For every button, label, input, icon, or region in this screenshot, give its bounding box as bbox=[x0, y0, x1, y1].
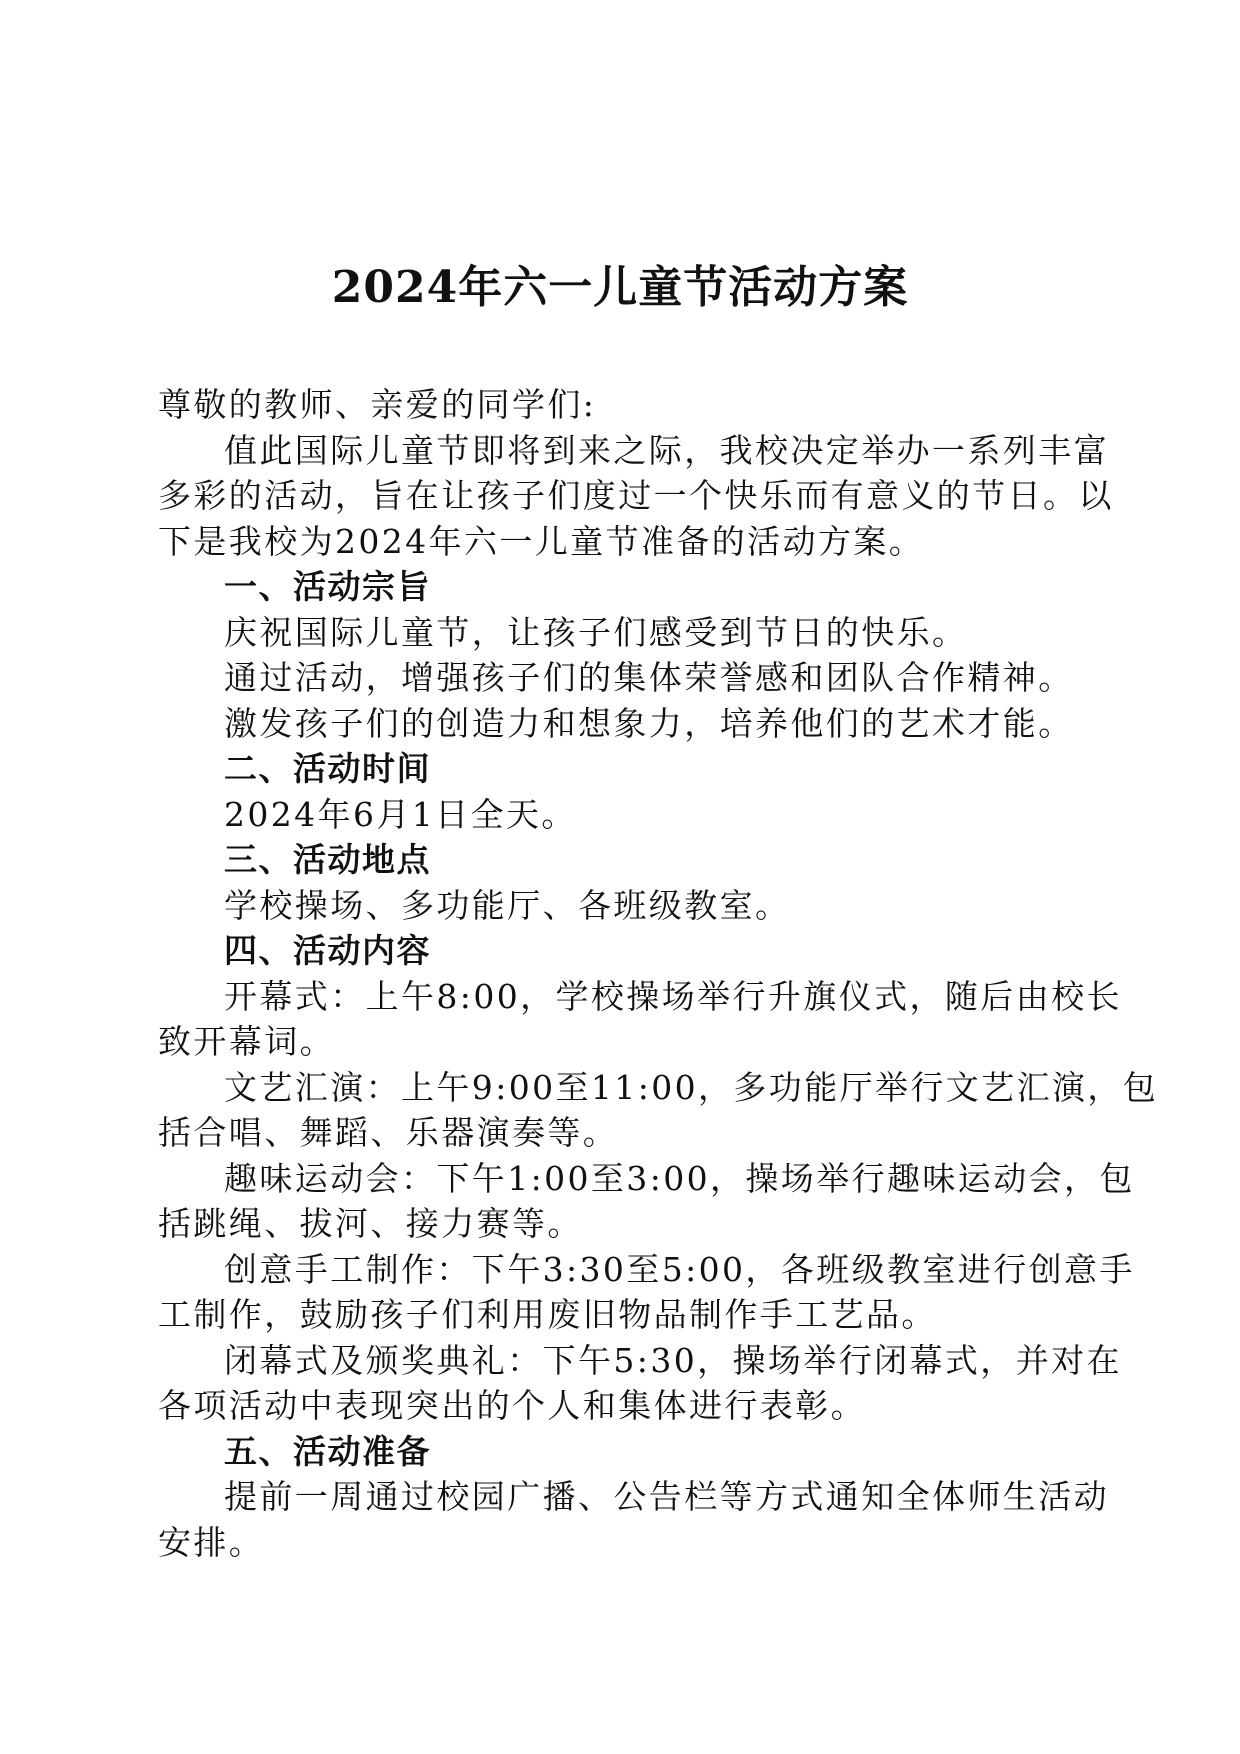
paragraph-line: 庆祝国际儿童节，让孩子们感受到节日的快乐。 bbox=[224, 612, 968, 652]
paragraph-line: 多彩的活动，旨在让孩子们度过一个快乐而有意义的节日。以 bbox=[158, 476, 1114, 515]
paragraph-line: 值此国际儿童节即将到来之际，我校决定举办一系列丰富 bbox=[224, 430, 1109, 470]
section-heading: 三、活动地点 bbox=[224, 840, 431, 879]
paragraph-line: 提前一周通过校园广播、公告栏等方式通知全体师生活动 bbox=[224, 1477, 1109, 1516]
section-heading: 二、活动时间 bbox=[224, 749, 431, 788]
paragraph-line: 激发孩子们的创造力和想象力，培养他们的艺术才能。 bbox=[224, 703, 1074, 743]
paragraph-line: 工制作，鼓励孩子们利用废旧物品制作手工艺品。 bbox=[158, 1295, 937, 1334]
paragraph-line: 开幕式：上午8:00，学校操场举行升旗仪式，随后由校长 bbox=[224, 976, 1122, 1016]
paragraph-line: 闭幕式及颁奖典礼：下午5:30，操场举行闭幕式，并对在 bbox=[224, 1340, 1122, 1380]
paragraph-line: 创意手工制作：下午3:30至5:00，各班级教室进行创意手 bbox=[224, 1249, 1135, 1289]
paragraph-line: 括跳绳、拔河、接力赛等。 bbox=[158, 1204, 583, 1243]
section-heading: 四、活动内容 bbox=[224, 931, 431, 970]
paragraph-line: 学校操场、多功能厅、各班级教室。 bbox=[224, 885, 791, 925]
section-heading: 五、活动准备 bbox=[224, 1431, 431, 1471]
paragraph-line: 致开幕词。 bbox=[158, 1022, 335, 1061]
paragraph-line: 括合唱、舞蹈、乐器演奏等。 bbox=[158, 1113, 619, 1152]
paragraph-line: 2024年6月1日全天。 bbox=[224, 794, 577, 834]
paragraph-line: 通过活动，增强孩子们的集体荣誉感和团队合作精神。 bbox=[224, 658, 1074, 697]
paragraph-line: 文艺汇演：上午9:00至11:00，多功能厅举行文艺汇演，包 bbox=[224, 1067, 1159, 1107]
paragraph-line: 下是我校为2024年六一儿童节准备的活动方案。 bbox=[158, 521, 925, 561]
document-body bbox=[158, 382, 1159, 1565]
paragraph-line: 尊敬的教师、亲爱的同学们: bbox=[158, 385, 597, 424]
paragraph-line: 趣味运动会：下午1:00至3:00，操场举行趣味运动会，包 bbox=[224, 1158, 1135, 1198]
paragraph-line: 各项活动中表现突出的个人和集体进行表彰。 bbox=[158, 1386, 866, 1425]
paragraph-line: 安排。 bbox=[158, 1522, 265, 1562]
document-title: 2024年六一儿童节活动方案 bbox=[331, 262, 909, 313]
section-heading: 一、活动宗旨 bbox=[224, 567, 431, 606]
